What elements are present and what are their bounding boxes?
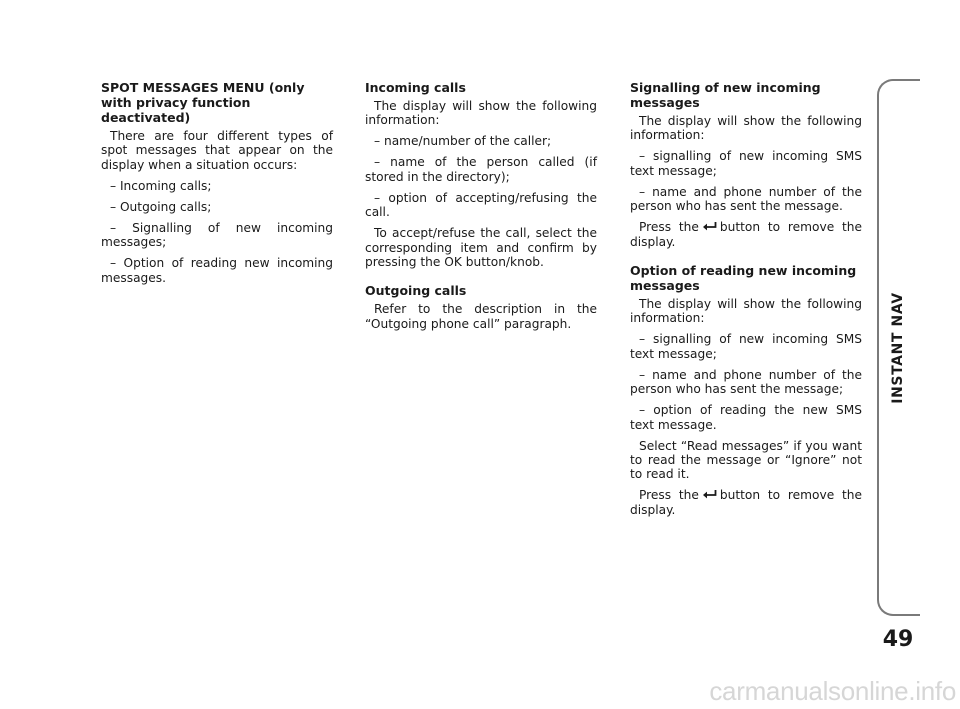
- signalling-heading: Signalling of new incoming messages: [630, 80, 821, 110]
- column-3: [630, 80, 862, 524]
- spot-messages-intro: There are four different types of spot messages that appear on the display when a situation occurs:: [101, 129, 333, 172]
- press-prefix: Press the: [639, 488, 699, 503]
- press-suffix: button to remove the display.: [630, 220, 863, 249]
- signalling-intro: The display will show the following information:: [630, 114, 862, 143]
- list-item: – name and phone number of the person who has sent the message.: [630, 184, 862, 214]
- list-item: – signalling of new incoming SMS text message;: [630, 332, 862, 361]
- watermark: carmanualsonline.info: [709, 676, 956, 706]
- press-return-instruction: [630, 220, 862, 249]
- press-return-instruction: [630, 488, 862, 517]
- spot-messages-heading: SPOT MESSAGES MENU (only with privacy function deactivated): [101, 80, 305, 125]
- incoming-calls-intro: The display will show the following information:: [365, 99, 597, 128]
- outgoing-calls-text: Refer to the description in the “Outgoing phone call” paragraph.: [365, 302, 597, 331]
- list-item: – name of the person called (if stored in the directory);: [365, 155, 597, 184]
- outgoing-calls-heading: Outgoing calls: [365, 283, 467, 299]
- press-suffix: button to remove the display.: [630, 488, 863, 517]
- list-item: – signalling of new incoming SMS text message;: [630, 149, 862, 178]
- return-arrow-icon: [702, 489, 717, 500]
- incoming-calls-action: To accept/refuse the call, select the corresponding item and confirm by pressing the OK button/knob.: [365, 226, 597, 270]
- section-title: INSTANT NAV: [890, 292, 906, 404]
- reading-heading: Option of reading new incoming messages: [630, 263, 857, 294]
- return-arrow-icon: [702, 221, 717, 232]
- column-1: [101, 80, 333, 292]
- press-prefix: Press the: [639, 220, 699, 235]
- reading-intro: The display will show the following information:: [630, 297, 862, 326]
- list-item: – name and phone number of the person who has sent the message;: [630, 367, 862, 397]
- list-item: – Outgoing calls;: [110, 199, 212, 214]
- incoming-calls-heading: Incoming calls: [365, 80, 466, 95]
- list-item: – Incoming calls;: [110, 178, 212, 193]
- list-item: – Option of reading new incoming messages.: [101, 256, 333, 285]
- list-item: – name/number of the caller;: [374, 134, 552, 149]
- list-item: – option of reading the new SMS text message.: [630, 403, 862, 432]
- page-number: 49: [882, 627, 914, 652]
- reading-select-instruction: Select “Read messages” if you want to read the message or “Ignore” not to read it.: [630, 438, 862, 482]
- list-item: – Signalling of new incoming messages;: [101, 220, 333, 250]
- column-2: [365, 80, 597, 338]
- list-item: – option of accepting/refusing the call.: [365, 190, 597, 220]
